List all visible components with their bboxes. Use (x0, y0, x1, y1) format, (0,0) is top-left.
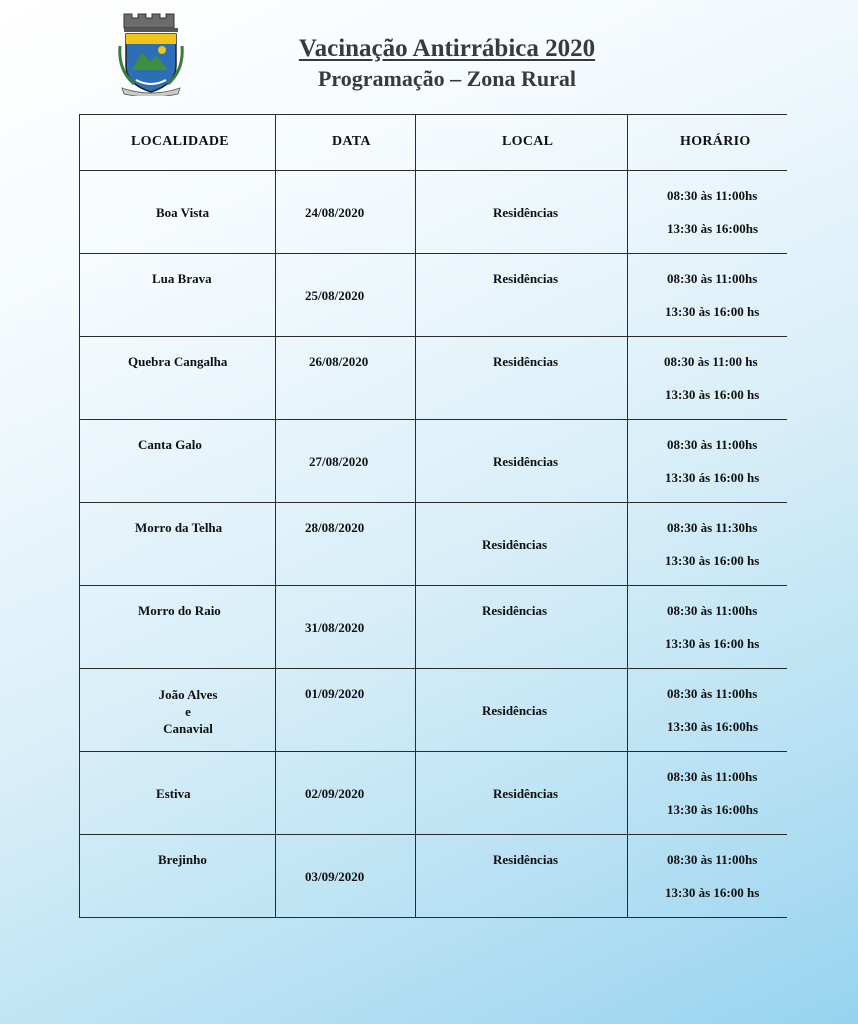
table-header-row (80, 115, 787, 171)
cell-local: Residências (482, 703, 547, 718)
table-row (80, 669, 787, 752)
cell-horario-manha: 08:30 às 11:00hs (667, 603, 758, 618)
table-row (80, 420, 787, 503)
cell-data: 27/08/2020 (309, 454, 369, 469)
cell-localidade: Brejinho (158, 852, 207, 867)
col-header-local: LOCAL (416, 115, 628, 171)
table-row (80, 752, 787, 835)
table-row (80, 586, 787, 669)
cell-local: Residências (493, 852, 558, 867)
table-row (80, 254, 787, 337)
cell-horario-manha: 08:30 às 11:00hs (667, 437, 758, 452)
cell-localidade: Quebra Cangalha (128, 354, 228, 369)
col-header-localidade: LOCALIDADE (80, 115, 276, 171)
cell-horario-manha: 08:30 às 11:00hs (667, 769, 758, 784)
col-header-horario: HORÁRIO (628, 115, 787, 171)
cell-data: 24/08/2020 (305, 205, 365, 220)
col-header-data: DATA (276, 115, 416, 171)
cell-local: Residências (493, 354, 558, 369)
cell-horario-tarde: 13:30 às 16:00 hs (665, 636, 760, 651)
cell-localidade: Estiva (156, 786, 191, 801)
page-title: Vacinação Antirrábica 2020 (298, 35, 596, 62)
vaccination-schedule-table (79, 114, 787, 918)
cell-horario-manha: 08:30 às 11:00hs (667, 188, 758, 203)
table-row (80, 337, 787, 420)
cell-local: Residências (493, 454, 558, 469)
cell-horario-manha: 08:30 às 11:00hs (667, 686, 758, 701)
table-row (80, 171, 787, 254)
cell-data: 26/08/2020 (309, 354, 369, 369)
cell-horario-tarde: 13:30 às 16:00 hs (665, 387, 760, 402)
page-subtitle: Programação – Zona Rural (317, 66, 577, 91)
cell-localidade: Boa Vista (156, 205, 210, 220)
cell-horario-tarde: 13:30 ás 16:00 hs (665, 470, 760, 485)
cell-horario-tarde: 13:30 às 16:00 hs (665, 885, 760, 900)
cell-local: Residências (482, 603, 547, 618)
cell-localidade: Morro da Telha (135, 520, 223, 535)
cell-data: 28/08/2020 (305, 520, 365, 535)
cell-data: 31/08/2020 (305, 620, 365, 635)
cell-local: Residências (493, 271, 558, 286)
cell-data: 03/09/2020 (305, 869, 365, 884)
cell-local: Residências (482, 537, 547, 552)
cell-horario-manha: 08:30 às 11:00hs (667, 852, 758, 867)
cell-local: Residências (493, 205, 558, 220)
cell-data: 25/08/2020 (305, 288, 365, 303)
cell-horario-manha: 08:30 às 11:30hs (667, 520, 758, 535)
cell-horario-tarde: 13:30 às 16:00hs (667, 719, 759, 734)
cell-horario-tarde: 13:30 às 16:00hs (667, 221, 759, 236)
table-row (80, 503, 787, 586)
cell-data: 01/09/2020 (305, 686, 365, 701)
cell-horario-tarde: 13:30 às 16:00hs (667, 802, 759, 817)
cell-localidade: Lua Brava (152, 271, 212, 286)
cell-horario-manha: 08:30 às 11:00 hs (664, 354, 758, 369)
cell-local: Residências (493, 786, 558, 801)
cell-horario-manha: 08:30 às 11:00hs (667, 271, 758, 286)
cell-data: 02/09/2020 (305, 786, 365, 801)
cell-localidade: Morro do Raio (138, 603, 221, 618)
cell-horario-tarde: 13:30 às 16:00 hs (665, 304, 760, 319)
cell-localidade: João Alves e Canavial (158, 687, 218, 736)
table-row (80, 835, 787, 918)
cell-localidade: Canta Galo (138, 437, 202, 452)
cell-horario-tarde: 13:30 às 16:00 hs (665, 553, 760, 568)
